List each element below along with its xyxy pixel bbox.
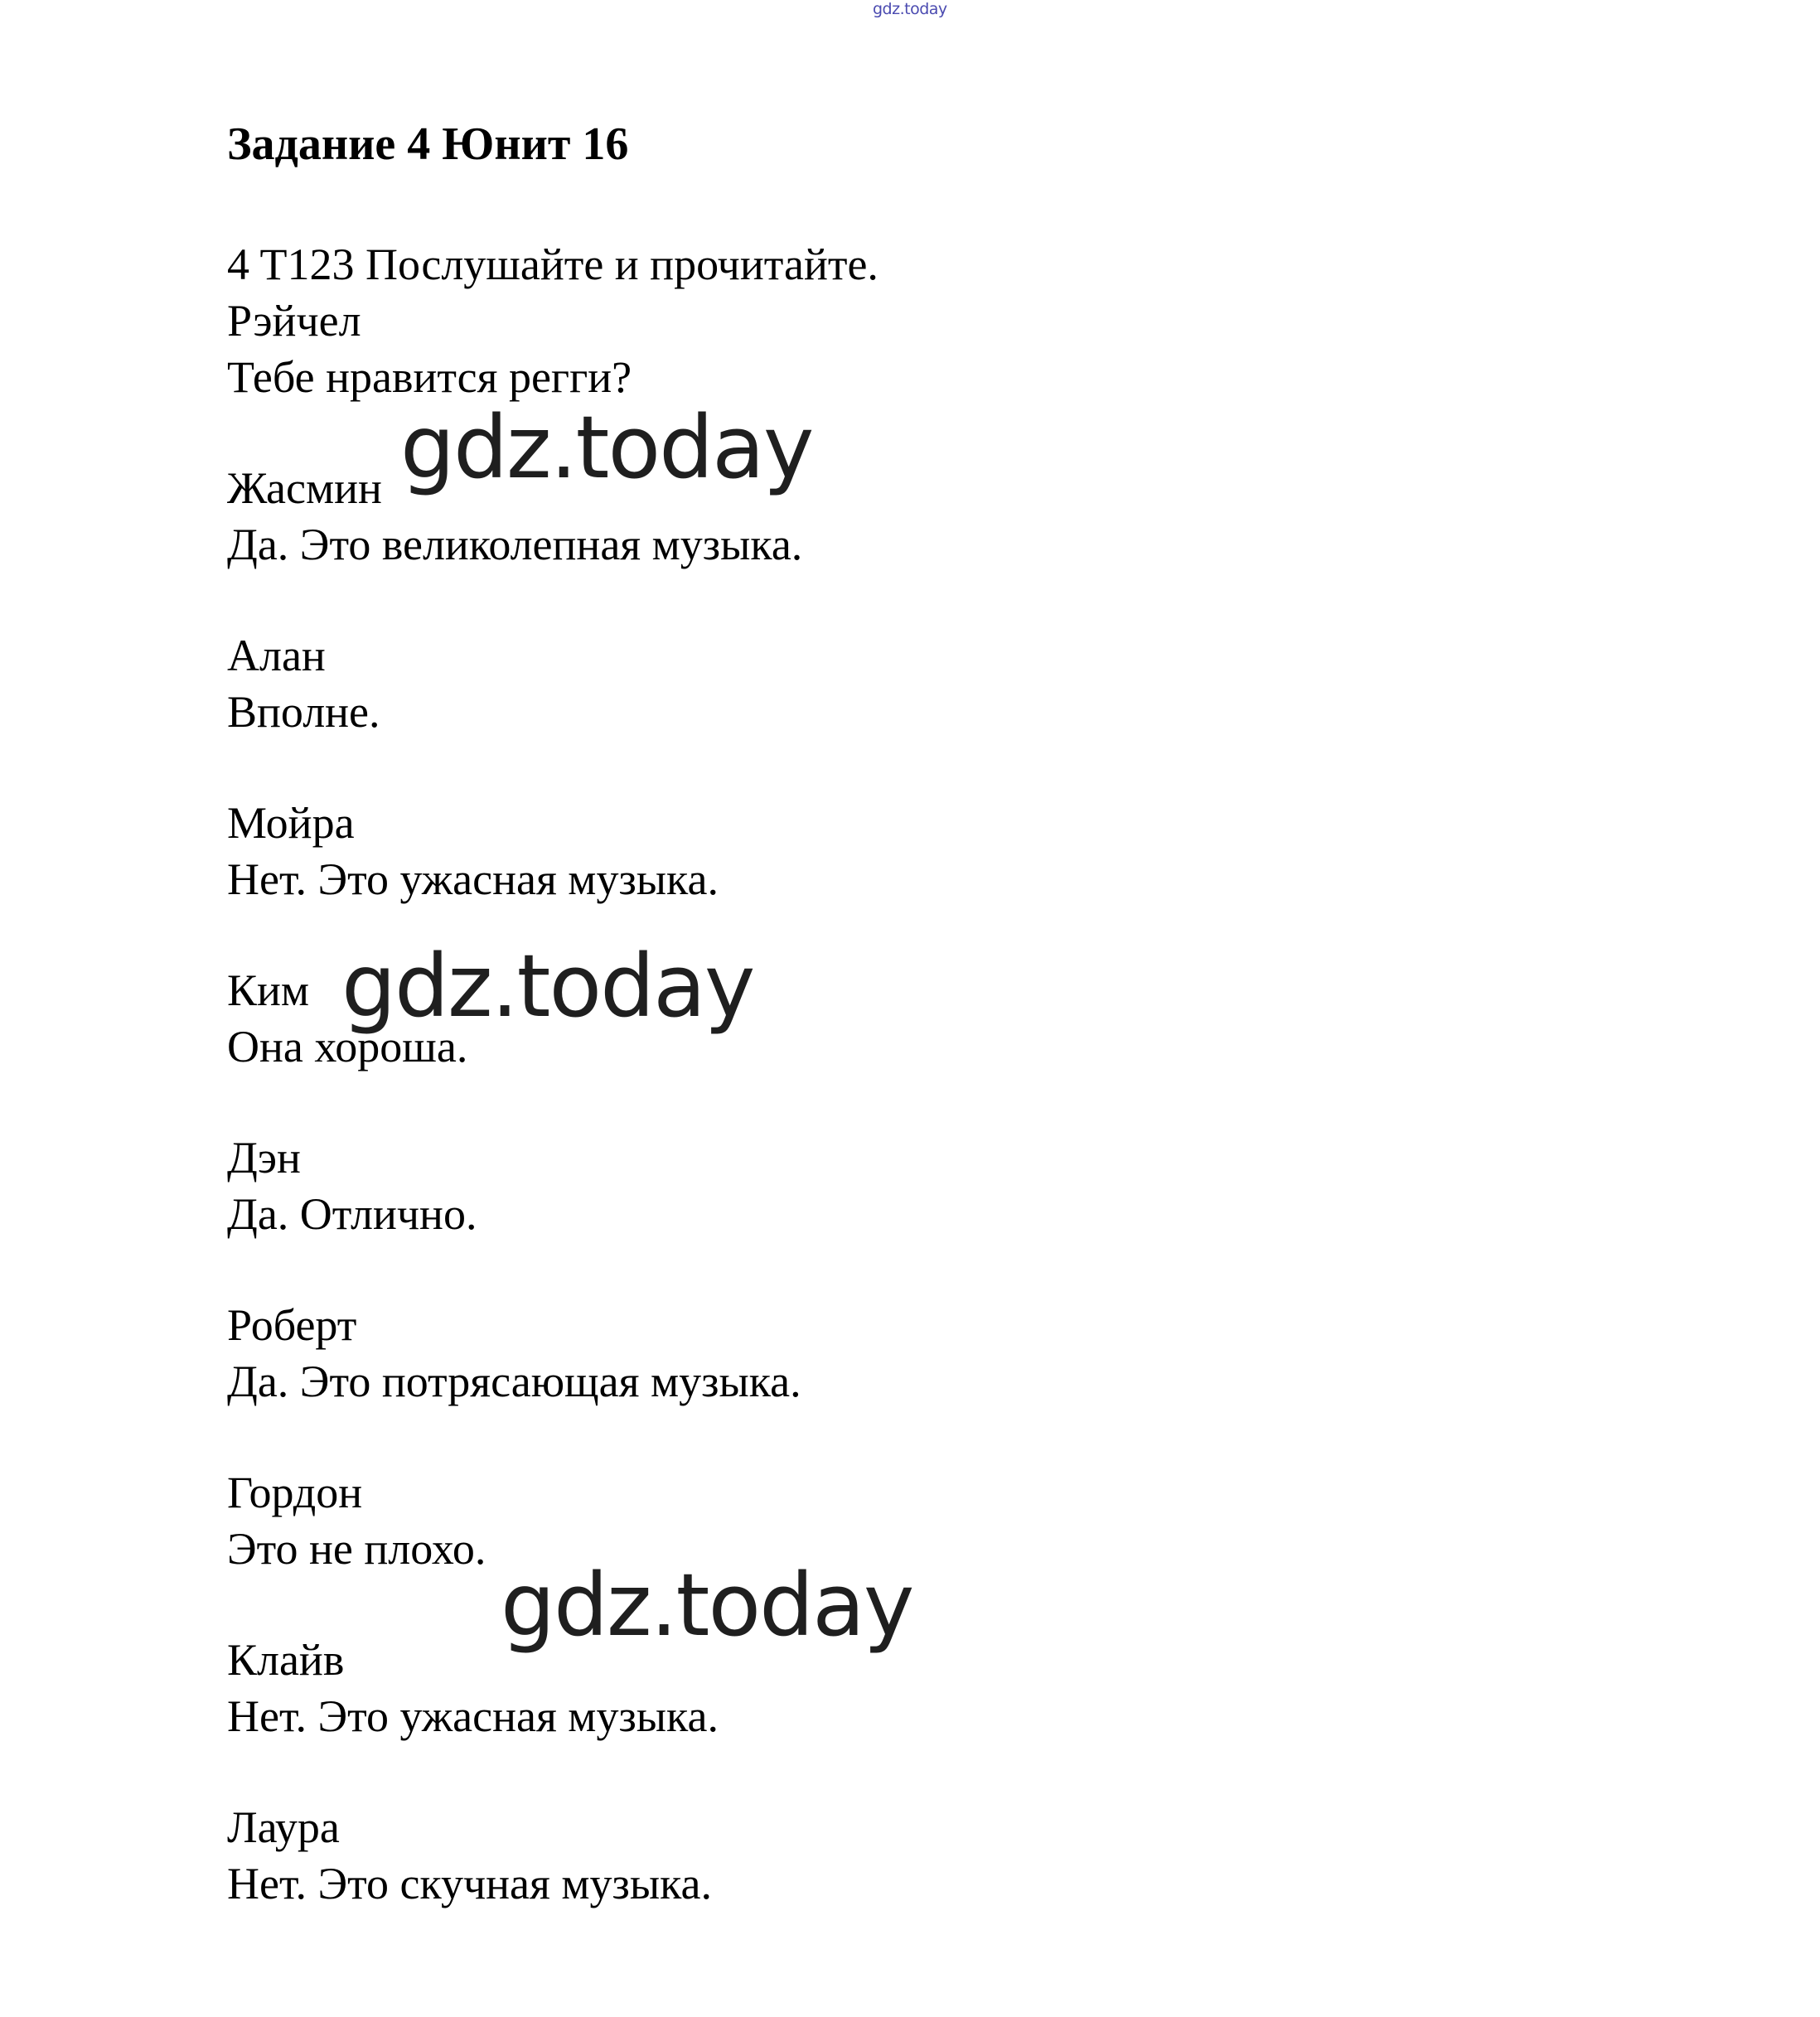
speaker-line: Она хороша. <box>227 1022 468 1071</box>
watermark: gdz.today <box>400 397 813 498</box>
speaker-name: Мойра <box>227 798 355 848</box>
instruction-text: 4 T123 Послушайте и прочитайте. <box>227 239 879 289</box>
speaker-name: Рэйчел <box>227 296 361 346</box>
speaker-name: Жасмин <box>227 463 382 513</box>
speaker-line: Нет. Это ужасная музыка. <box>227 854 719 904</box>
top-watermark: gdz.today <box>873 0 947 18</box>
speaker-name: Лаура <box>227 1802 340 1852</box>
speaker-line: Вполне. <box>227 687 380 737</box>
speaker-name: Клайв <box>227 1635 345 1685</box>
speaker-line: Тебе нравится регги? <box>227 352 632 402</box>
speaker-name: Алан <box>227 631 326 680</box>
speaker-name: Роберт <box>227 1300 357 1350</box>
speaker-line: Да. Это великолепная музыка. <box>227 520 803 569</box>
speaker-line: Да. Это потрясающая музыка. <box>227 1357 801 1406</box>
speaker-line: Да. Отлично. <box>227 1189 477 1239</box>
watermark: gdz.today <box>501 1555 913 1656</box>
speaker-name: Ким <box>227 965 310 1015</box>
speaker-name: Гордон <box>227 1468 363 1517</box>
page-title: Задание 4 Юнит 16 <box>227 119 629 170</box>
speaker-line: Нет. Это скучная музыка. <box>227 1859 713 1908</box>
speaker-line: Нет. Это ужасная музыка. <box>227 1691 719 1741</box>
speaker-line: Это не плохо. <box>227 1524 486 1574</box>
speaker-name: Дэн <box>227 1133 301 1183</box>
watermark: gdz.today <box>341 936 754 1037</box>
